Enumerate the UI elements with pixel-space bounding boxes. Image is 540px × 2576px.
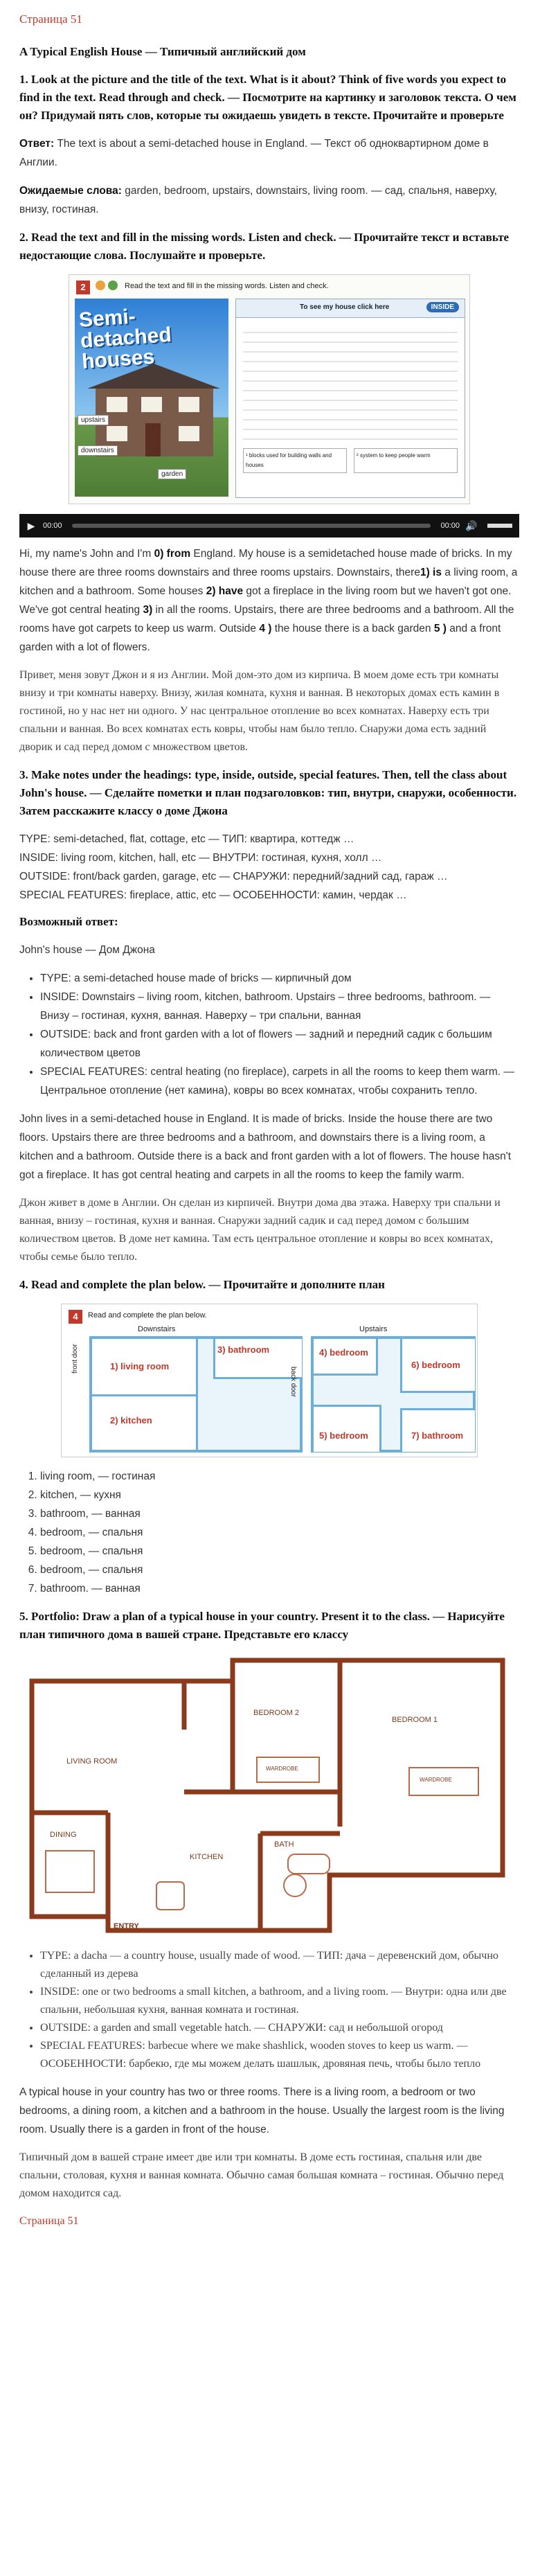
room-dining: DINING (50, 1831, 77, 1839)
figure-instruction: Read and complete the plan below. (88, 1311, 207, 1320)
footnote-2: ² system to keep people warm (354, 448, 458, 473)
page-tail: Страница 51 (19, 2215, 79, 2227)
room-3: 3) bathroom (217, 1344, 270, 1355)
note-outside: OUTSIDE: front/back garden, garage, etc — СНАРУЖИ: передний/задний сад, гараж … (19, 871, 448, 882)
q3-notes (19, 830, 519, 905)
panel-text-lines (243, 323, 458, 441)
room-kitchen: KITCHEN (190, 1853, 224, 1861)
room-6: 6) bedroom (411, 1360, 460, 1370)
q2-title: 2. Read the text and fill in the missing words. Listen and check. — Прочитайте текст и вставьте недостающие слова. Послушайте и проверьте. (19, 231, 510, 262)
front-door-label: front door (71, 1344, 79, 1374)
list-item: 4. bedroom, — спальня (40, 1523, 519, 1542)
list-item: 6. bedroom, — спальня (40, 1561, 519, 1579)
volume-slider[interactable] (487, 524, 512, 528)
room-7: 7) bathroom (411, 1430, 464, 1441)
panel-header (236, 299, 465, 318)
text-part: a living room, a kitchen and a bathroom. Some houses (19, 567, 518, 597)
progress-bar[interactable] (72, 524, 431, 528)
blank-0: 0) from (154, 548, 191, 560)
note-inside: INSIDE: living room, kitchen, hall, etc — ВНУТРИ: гостиная, кухня, холл … (19, 852, 382, 864)
blank-2: 2) have (206, 585, 244, 597)
cd-icon (96, 281, 105, 290)
answer-label: Ответ: (19, 138, 55, 150)
house-title: John's house — Дом Джона (19, 944, 155, 956)
list-item: • SPECIAL FEATURES: central heating (no fireplace), carpets in all the rooms to keep them warm. — Центральное отопление (нет камина), ковры во всех комнатах, чтобы сохранить тепло. (40, 1063, 519, 1100)
upstairs-label: Upstairs (359, 1325, 388, 1333)
expected-label: Ожидаемые слова: (19, 185, 122, 197)
text-panel (235, 299, 465, 498)
label-garden: garden (158, 469, 186, 479)
q1-expected (19, 181, 519, 219)
q3-summary-ru: Джон живет в доме в Англии. Он сделан из кирпичей. Внутри дома два этажа. Наверху три спальни и ванная, внизу – гостиная, кухня и ванная. Снаружи задний садик и сад перед домом с большим количеством цветов. В доме нет камина. Там есть центральное отопление и ковры во всех комнатах, чтобы семье было тепло. (19, 1197, 501, 1263)
textbook-figure-4 (61, 1304, 478, 1457)
play-icon[interactable]: ▶ (27, 519, 35, 531)
wardrobe-1: WARDROBE (266, 1766, 298, 1772)
room-5: 5) bedroom (319, 1430, 368, 1441)
list-item: • SPECIAL FEATURES: barbecue where we make shashlick, wooden stoves to keep us warm. — ОСОБЕННОСТИ: барбекю, где мы можем делать шашлык, дровяная печь, чтобы было тепло (40, 2037, 519, 2073)
floor-plan-drawing (25, 1653, 514, 1937)
room-bedroom-2: BEDROOM 2 (253, 1709, 300, 1717)
text-part: the house there is a back garden (271, 623, 434, 634)
list-item: 1. living room, — гостиная (40, 1467, 519, 1486)
room-living: LIVING ROOM (66, 1757, 118, 1766)
volume-icon[interactable]: 🔊 (465, 519, 478, 531)
label-downstairs: downstairs (78, 445, 118, 456)
exercise-number: 2 (76, 281, 90, 294)
q1-title: 1. Look at the picture and the title of the text. What is it about? Think of five words you expect to find in the text. Read through and check. — Посмотрите на картинку и заголовок текста. О чем он? Придумай пять слов, которые ты ожидаешь увидеть в тексте. Прочитайте и проверьте (19, 73, 516, 122)
textbook-figure-2 (69, 274, 470, 504)
downstairs-plan (89, 1336, 303, 1453)
list-item: • INSIDE: Downstairs – living room, kitchen, bathroom. Upstairs – three bedrooms, bathroom. — Внизу – гостиная, кухня, ванная. Наверху – три спальни, ванная (40, 988, 519, 1025)
text-part: England. My house is a semidetached house made of bricks. In my house there are three rooms downstairs and three rooms upstairs. Downstairs, there (19, 548, 512, 578)
wardrobe-2: WARDROBE (420, 1777, 452, 1783)
floor-plan (25, 1653, 514, 1937)
text-part: Hi, my name's John and I'm (19, 548, 154, 560)
answer-text: The text is about a semi-detached house in England. — Текст об одноквартирном доме в Англии. (19, 138, 489, 168)
room-bedroom-1: BEDROOM 1 (392, 1716, 438, 1724)
back-door-label: back door (289, 1367, 297, 1397)
q5-summary-en: A typical house in your country has two or three rooms. There is a living room, a bedroom or two bedrooms, a dining room, a kitchen and a bathroom in the house. Usually the largest room is the living room. Usually there is a garden in front of the house. (19, 2086, 505, 2135)
room-4: 4) bedroom (319, 1347, 368, 1358)
blank-5: 5 ) (433, 623, 447, 634)
blank-1: 1) is (420, 567, 442, 578)
q2-text-ru: Привет, меня зовут Джон и я из Англии. Мой дом-это дом из кирпича. В моем доме есть три комнаты внизу и три комнаты наверху. Внизу, жилая комната, кухня и ванная. В некоторых домах есть камин в гостиной, но у нас нет ни одного. У нас центральное отопление во всех комнатах. Наверху есть три спальни и ванная. Во всех комнатах есть ковры, чтобы нам было тепло. Снаружи дома есть задний дворик и сад перед домом с множеством цветов. (19, 669, 500, 753)
list-item: • TYPE: a semi-detached house made of bricks — кирпичный дом (40, 969, 519, 988)
inside-button[interactable]: INSIDE (426, 302, 459, 312)
content (19, 0, 519, 2240)
figure-instruction: Read the text and fill in the missing words. Listen and check. (125, 282, 329, 290)
list-item: • INSIDE: one or two bedrooms a small kitchen, a bathroom, and a living room. — Внутри: одна или две спальни, небольшая кухня, ванная комната и гостиная. (40, 1983, 519, 2019)
house-photo (75, 299, 228, 497)
q5-bullets (19, 1947, 519, 2073)
audio-player (19, 514, 519, 538)
room-1: 1) living room (110, 1361, 170, 1371)
blank-4: 4 ) (259, 623, 272, 634)
q4-answers (19, 1467, 519, 1598)
time-total: 00:00 (440, 522, 460, 530)
list-item: 5. bedroom, — спальня (40, 1542, 519, 1561)
main-heading: A Typical English House — Типичный английский дом (19, 45, 306, 58)
q4-title: 4. Read and complete the plan below. — Прочитайте и дополните план (19, 1278, 385, 1291)
listen-icon (108, 281, 118, 290)
time-current: 00:00 (43, 522, 62, 530)
footnote-1: ¹ blocks used for building walls and houses (243, 448, 347, 473)
page-title[interactable]: Страница 51 (19, 12, 82, 26)
possible-answer-label: Возможный ответ: (19, 915, 118, 928)
list-item: • TYPE: a dacha — a country house, usually made of wood. — ТИП: дача – деревенский дом, обычно сделанный из дерева (40, 1947, 519, 1983)
blank-3: 3) (143, 604, 153, 616)
q2-text-en (19, 544, 519, 657)
text-part: and a front garden with a lot of flowers. (19, 623, 501, 653)
room-2: 2) kitchen (110, 1415, 152, 1425)
q5-title: 5. Portfolio: Draw a plan of a typical house in your country. Present it to the class. — Нарисуйте план типичного дома в вашей стране. Представьте его классу (19, 1610, 505, 1641)
text-part: in all the rooms. Upstairs, there are three bedrooms and a bathroom. All the rooms have got carpets to keep us warm. Outside (19, 604, 514, 634)
q1-answer (19, 134, 519, 172)
note-type: TYPE: semi-detached, flat, cottage, etc — ТИП: квартира, коттедж … (19, 833, 354, 845)
q3-bullets (19, 969, 519, 1100)
panel-body (236, 318, 465, 479)
list-item: 7. bathroom. — ванная (40, 1579, 519, 1598)
list-item: • OUTSIDE: back and front garden with a lot of flowers — задний и передний садик с большим количеством цветов (40, 1025, 519, 1063)
label-upstairs: upstairs (78, 415, 109, 425)
list-item: 3. bathroom, — ванная (40, 1504, 519, 1523)
banner-title: Semi-detached houses (78, 305, 172, 373)
exercise-number: 4 (69, 1310, 82, 1324)
q5-summary-ru: Типичный дом в вашей стране имеет две или три комнаты. В доме есть гостиная, спальня или две спальни, столовая, кухня и ванная комната. Обычно самая большая комната – гостиная. Обычно перед домом находится сад. (19, 2151, 504, 2199)
list-item: 2. kitchen, — кухня (40, 1486, 519, 1504)
text-part: got a fireplace in the living room but we haven't got one. We've got central heating (19, 585, 512, 616)
downstairs-label: Downstairs (138, 1325, 176, 1333)
q3-title: 3. Make notes under the headings: type, inside, outside, special features. Then, tell the class about John's house. — Сделайте пометки и план подзаголовков: тип, внутри, снаружи, особенности. Затем расскажите классу о доме Джона (19, 768, 517, 817)
search-label: To see my house click here (300, 303, 390, 311)
q3-summary-en: John lives in a semi-detached house in England. It is made of bricks. Inside the house there are two floors. Upstairs there are three bedrooms and a bathroom, and downstairs there is a living room, a kitchen and a bathroom. Outside there is a back and front garden with a lot of flowers. The house hasn't got a fireplace. It has got central heating and carpets in all the rooms to keep the family warm. (19, 1113, 512, 1181)
room-bath: BATH (274, 1840, 294, 1849)
note-special: SPECIAL FEATURES: fireplace, attic, etc — ОСОБЕННОСТИ: камин, чердак … (19, 889, 407, 901)
room-entry: ENTRY (114, 1922, 139, 1930)
list-item: • OUTSIDE: a garden and small vegetable hatch. — СНАРУЖИ: сад и небольшой огород (40, 2019, 519, 2037)
expected-text: garden, bedroom, upstairs, downstairs, living room. — сад, спальня, наверху, внизу, гостиная. (19, 185, 497, 215)
